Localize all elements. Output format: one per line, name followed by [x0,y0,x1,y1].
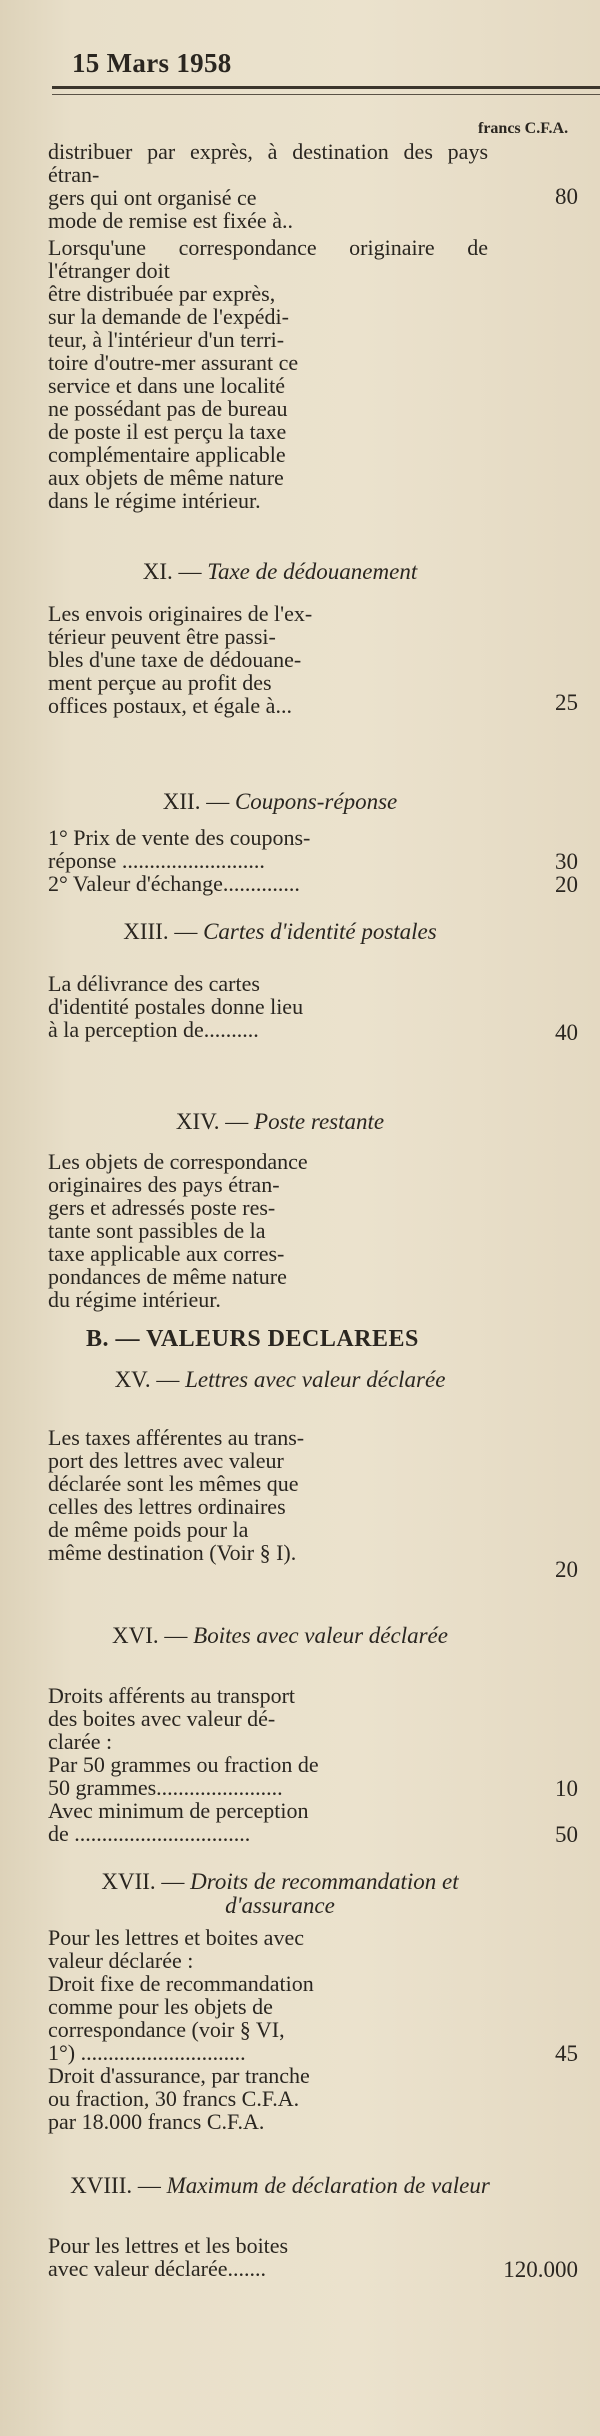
amount-value: 80 [555,184,578,209]
section-number: XI. — [142,559,202,584]
text-line: du régime intérieur. [48,1287,221,1312]
text-line: La délivrance des cartes [48,971,260,996]
text-paragraph [48,1426,488,1564]
text-line: correspondance (voir § VI, [48,2017,285,2042]
amount-value: 50 [555,1822,578,1847]
text-line: avec valeur déclarée....... [48,2256,267,2281]
text-line: distribuer par exprès, à destination des pays étran- [48,139,488,187]
text-line: térieur peuvent être passi- [48,624,276,649]
amount-value: 20 [555,872,578,897]
section-number: XVIII. — [70,2173,161,2198]
section-title: Droits de recommandation et d'assurance [190,1869,459,1918]
text-line: de même poids pour la [48,1517,249,1542]
section-heading [70,2174,490,2198]
text-line: complémentaire applicable [48,442,286,467]
text-line: de ................................ [48,1821,251,1846]
text-line: ne possédant pas de bureau [48,396,288,421]
section-heading [70,560,490,584]
amount-column-heading: francs C.F.A. [478,120,569,137]
section-heading [70,1110,490,1134]
text-line: réponse .......................... [48,848,265,873]
text-line: 2° Valeur d'échange.............. [48,871,300,896]
text-line: Les taxes afférentes au trans- [48,1425,305,1450]
section-number: XVI. — [112,1623,188,1648]
text-line: offices postaux, et égale à... [48,693,292,718]
text-line: toire d'outre-mer assurant ce [48,350,299,375]
text-line: pondances de même nature [48,1264,287,1289]
text-line: des boites avec valeur dé- [48,1706,276,1731]
text-line: gers qui ont organisé ce [48,185,257,210]
amount-value: 25 [555,690,578,715]
section-title: Coupons-réponse [234,789,398,814]
section-heading [70,1368,490,1392]
text-line: teur, à l'intérieur d'un terri- [48,327,285,352]
section-number: XII. — [162,789,230,814]
amount-value: 30 [555,849,578,874]
text-line: port des lettres avec valeur [48,1448,284,1473]
text-line: 50 grammes....................... [48,1775,283,1800]
text-line: Droit d'assurance, par tranche [48,2063,310,2088]
header-rule-thick [52,86,600,89]
section-number: XIV. — [175,1109,249,1134]
header-date: 15 Mars 1958 [72,48,232,78]
section-title: Poste restante [254,1109,385,1134]
text-paragraph [48,972,488,1041]
text-paragraph [48,2234,488,2280]
section-title: Taxe de dédouanement [207,559,418,584]
text-line: clarée : [48,1729,113,1754]
text-line: 1°) .............................. [48,2040,246,2065]
text-line: par 18.000 francs C.F.A. [48,2109,265,2134]
text-paragraph [48,602,488,717]
amount-value: 10 [555,1776,578,1801]
text-line: Pour les lettres et les boites [48,2233,289,2258]
amount-value: 45 [555,2041,578,2066]
section-number: XIII. — [123,919,198,944]
section-title: Cartes d'identité postales [203,919,437,944]
text-line: d'identité postales donne lieu [48,994,304,1019]
section-title: Boites avec valeur déclarée [193,1623,448,1648]
text-line: bles d'une taxe de dédouane- [48,647,302,672]
text-paragraph [48,1150,488,1311]
section-title: Maximum de déclaration de valeur [166,2173,490,2198]
text-line: à la perception de.......... [48,1017,259,1042]
text-paragraph [48,1684,488,1845]
amount-value: 40 [555,1020,578,1045]
amount-value: 120.000 [503,2257,578,2282]
text-line: de poste il est perçu la taxe [48,419,287,444]
text-line: ou fraction, 30 francs C.F.A. [48,2086,300,2111]
text-line: mode de remise est fixée à.. [48,208,293,233]
text-line: Les objets de correspondance [48,1149,308,1174]
text-line: tante sont passibles de la [48,1218,266,1243]
text-line: Par 50 grammes ou fraction de [48,1752,319,1777]
amount-value: 20 [555,1557,578,1582]
section-heading [70,1624,490,1648]
text-line: Droit fixe de recommandation [48,1971,314,1996]
text-line: service et dans une localité [48,373,286,398]
text-paragraph [48,826,488,895]
header-rule-thin [52,94,600,95]
section-heading [70,1870,490,1918]
text-paragraph [48,140,488,232]
text-line: même destination (Voir § I). [48,1540,297,1565]
section-title: Lettres avec valeur déclarée [185,1367,446,1392]
text-line: ment perçue au profit des [48,670,272,695]
text-line: sur la demande de l'expédi- [48,304,289,329]
text-line: Avec minimum de perception [48,1798,309,1823]
text-paragraph [48,236,488,512]
text-line: aux objets de même nature [48,465,284,490]
text-line: Pour les lettres et boites avec [48,1925,304,1950]
text-line: celles des lettres ordinaires [48,1494,286,1519]
text-line: Droits afférents au transport [48,1683,296,1708]
text-line: taxe applicable aux corres- [48,1241,285,1266]
section-number: XV. — [114,1367,180,1392]
text-line: comme pour les objets de [48,1994,273,2019]
text-paragraph [48,1926,488,2133]
text-line: Lorsqu'une correspondance originaire de l'étranger doit [48,235,488,283]
text-line: gers et adressés poste res- [48,1195,276,1220]
text-line: être distribuée par exprès, [48,281,276,306]
text-line: Les envois originaires de l'ex- [48,601,313,626]
text-line: originaires des pays étran- [48,1172,280,1197]
section-heading [70,920,490,944]
part-heading: B. — VALEURS DECLAREES [86,1326,419,1352]
section-heading [70,790,490,814]
text-line: déclarée sont les mêmes que [48,1471,299,1496]
section-number: XVII. — [101,1869,185,1894]
text-line: valeur déclarée : [48,1948,194,1973]
text-line: dans le régime intérieur. [48,488,261,513]
text-line: 1° Prix de vente des coupons- [48,825,311,850]
